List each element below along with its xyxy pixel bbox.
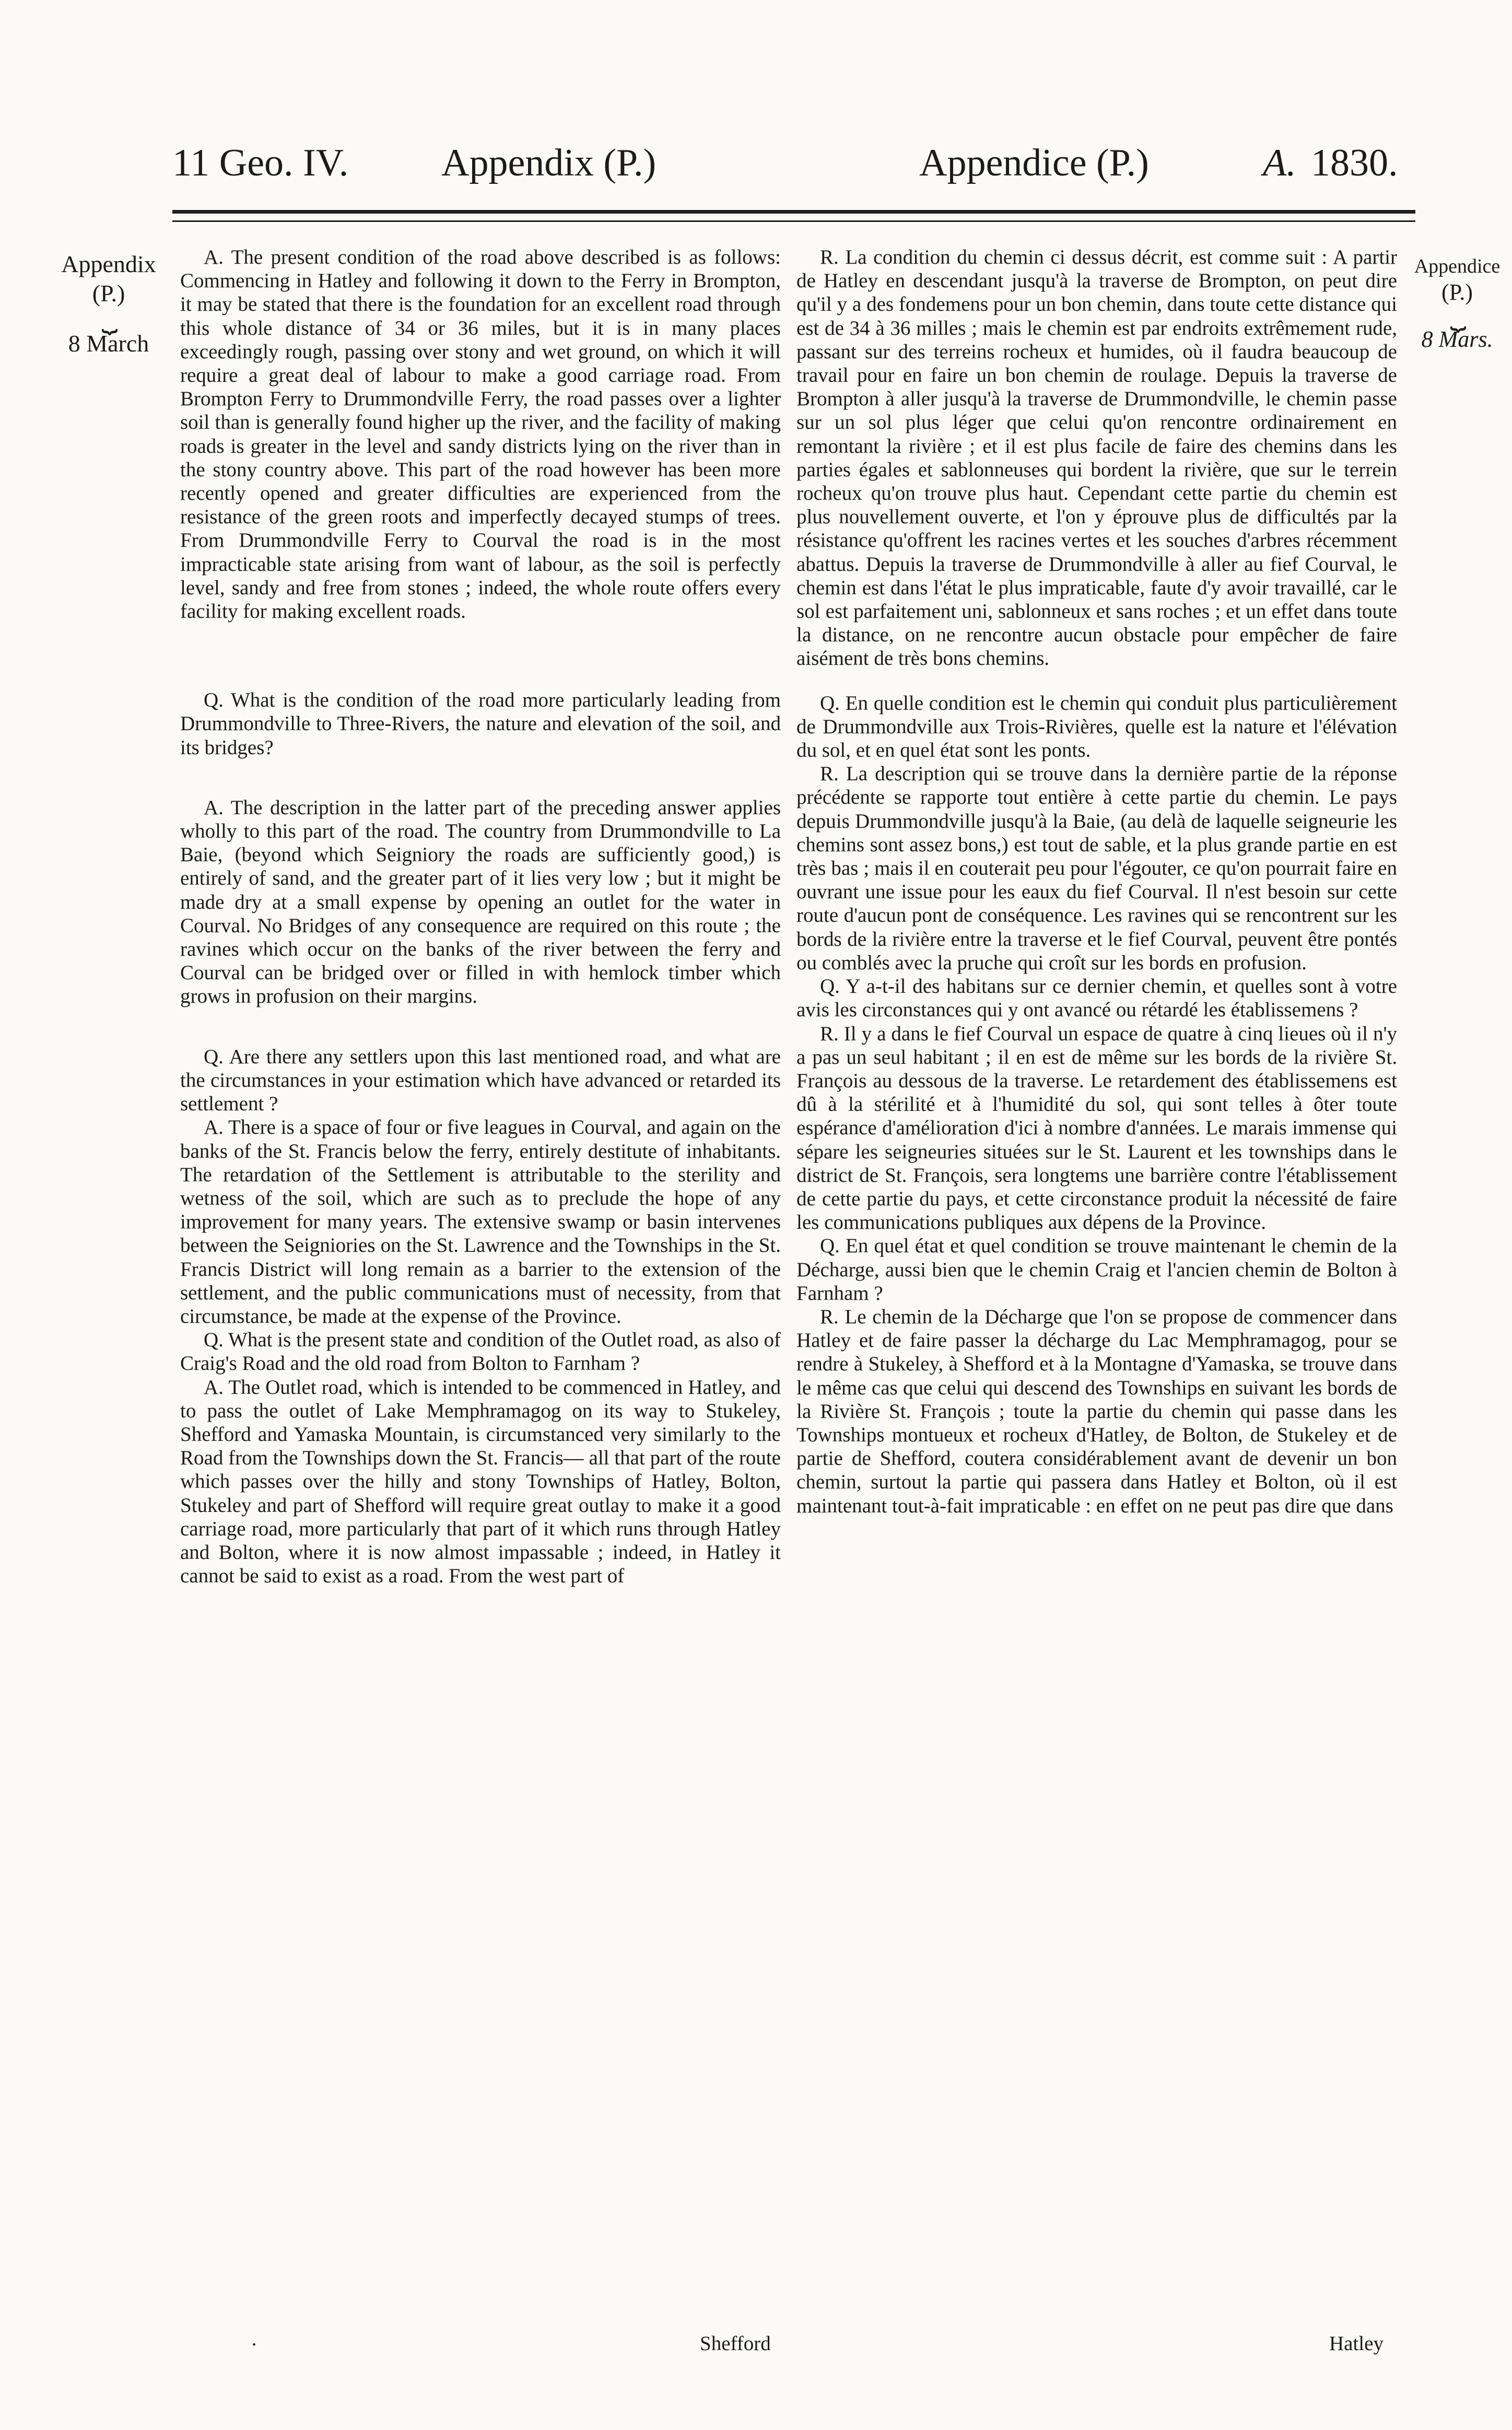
- header-title-fr: Appendice (P.): [919, 142, 1149, 184]
- margin-label: Appendix: [61, 251, 156, 277]
- paragraph-en-4: Q. Are there any settlers upon this last mentioned road, and what are the circumstances in your estimation which have advanced or retarded its settlement ?: [180, 1045, 781, 1116]
- margin-sub: (P.): [92, 280, 125, 307]
- header-reign: 11 Geo. IV.: [172, 142, 349, 184]
- margin-date: 8 Mars.: [1421, 326, 1493, 352]
- french-column: [796, 245, 1397, 1518]
- margin-sub: (P.): [1441, 279, 1473, 305]
- page-header: [0, 0, 1512, 219]
- english-column: [180, 245, 781, 1588]
- margin-note-left: [46, 250, 171, 358]
- paragraph-en-3: A. The description in the latter part of the preceding answer applies wholly to this part of the road. The country from Drummondville to La Baie, (beyond which Seigniory the roads are sufficiently good,) is entirely of sand, and the greater part of it lies very low ; but it might be made dry at a small expense by opening an outlet for the water in Courval. No Bridges of any consequence are required on this route ; the ravines which occur on the banks of the river between the ferry and Courval can be bridged over or filled in with hemlock timber which grows in profusion on their margins.: [180, 796, 781, 1008]
- paragraph-en-2: Q. What is the condition of the road more particularly leading from Drummondville to Three-Rivers, the nature and elevation of the soil, and its bridges?: [180, 689, 781, 759]
- paragraph-fr-6: Q. En quel état et quel condition se trouve maintenant le chemin de la Décharge, aussi bien que le chemin Craig et l'ancien chemin de Bolton à Farnham ?: [796, 1235, 1397, 1305]
- header-rule-thick: [172, 210, 1415, 214]
- catchword-fr: Hatley: [1329, 2332, 1384, 2355]
- paragraph-fr-4: Q. Y a-t-il des habitans sur ce dernier chemin, et quelles sont à votre avis les circonstances qui y ont avancé ou rétardé les établissemens ?: [796, 975, 1397, 1022]
- header-year: 1830.: [1311, 142, 1398, 184]
- margin-date: 8 March: [68, 330, 149, 357]
- paragraph-fr-1: R. La condition du chemin ci dessus décrit, est comme suit : A partir de Hatley en descendant jusqu'à la traverse de Brompton, on peut dire qu'il y a des fondemens pour un bon chemin, dans toute cette distance qui est de 34 à 36 milles ; mais le chemin est par endroits extrêmement rude, passant sur des terreins rocheux et humides, où il faudra beaucoup de travail pour en faire un bon chemin de roulage. Depuis la traverse de Brompton à aller jusqu'à la traverse de Drummondville, le chemin passe sur un sol plus léger que celui qu'on rencontre ordinairement en remontant la rivière ; et il est plus facile de faire des chemins dans les parties égales et sablonneuses qui bordent la rivière, que sur le terrein rocheux qu'on trouve plus haut. Cependant cette partie du chemin est plus nouvellement ouverte, et l'on y éprouve plus de difficultés par la résistance qu'offrent les racines vertes et les souches d'arbres récemment abattus. Depuis la traverse de Drummondville à aller au fief Courval, le chemin est dans l'état le plus impraticable, faute d'y avoir travaillé, car le sol est parfaitement uni, sablonneux et sans roches ; et un effet dans toute la distance, on ne rencontre aucun obstacle pour empêcher de faire aisément de très bons chemins.: [796, 246, 1397, 670]
- header-rule-thin: [172, 220, 1415, 222]
- header-title-en: Appendix (P.): [441, 142, 657, 184]
- margin-label: Appendice: [1414, 255, 1501, 277]
- paragraph-fr-5: R. Il y a dans le fief Courval un espace de quatre à cinq lieues où il n'y a pas un seul habitant ; il en est de même sur les bords de la rivière St. François au dessous de la traverse. Le retardement des établissemens est dû à la stérilité et à l'humidité du sol, qui sont telles à ôter toute espérance d'amélioration d'ici à nombre d'années. Le marais immense qui sépare les seigneuries situées sur le St. Laurent et les townships dans le district de St. François, sera longtems une barrière contre l'établissement de cette partie du pays, et cette circonstance produit la nécessité de faire les communications publiques aux dépens de la Province.: [796, 1022, 1397, 1234]
- brace-icon: ⏟: [1450, 301, 1464, 331]
- paragraph-en-5: A. There is a space of four or five leagues in Courval, and again on the banks of the St. Francis below the ferry, entirely destitute of inhabitants. The retardation of the Settlement is attributable to the sterility and wetness of the soil, which are such as to preclude the hope of any improvement for many years. The extensive swamp or basin intervenes between the Seigniories on the St. Lawrence and the Townships in the St. Francis District will long remain as a barrier to the extension of the settlement, and the public communications must of necessity, from that circumstance, be made at the expense of the Province.: [180, 1116, 781, 1328]
- paragraph-fr-3: R. La description qui se trouve dans la dernière partie de la réponse précédente se rapporte tout entière à cette partie du chemin. Le pays depuis Drummondville jusqu'à la Baie, (au delà de laquelle seigneurie les chemins sont assez bons,) est tout de sable, et la plus grande partie en est très bas ; mais il en couterait peu pour l'égouter, ce qu'on pourrait faire en ouvrant une issue pour les eaux du fief Courval. Il n'est besoin sur cette route d'aucun pont de conséquence. Les ravines qui se rencontrent sur les bords de la rivière entre la traverse et le fief Courval, peuvent être pontés ou comblés avec la pruche qui croît sur les bords en profusion.: [796, 762, 1397, 974]
- paragraph-en-1: A. The present condition of the road above described is as follows: Commencing in Hatley and following it down to the Ferry in Brompton, it may be stated that there is the foundation for an excellent road through this whole distance of 34 or 36 miles, but it is in many places exceedingly rough, passing over stony and wet ground, on which it will require a great deal of labour to make a good carriage road. From Brompton Ferry to Drummondville Ferry, the road passes over a lighter soil than is generally found higher up the river, and the facility of making roads is greater in the level and sandy districts lying on the river than in the stony country above. This part of the road however has been more recently opened and greater difficulties are experienced from the resistance of the green roots and imperfectly decayed stumps of trees. From Drummondville Ferry to Courval the road is in the most impracticable state arising from want of labour, as the soil is perfectly level, sandy and free from stones ; indeed, the whole route offers every facility for making excellent roads.: [180, 246, 781, 623]
- margin-note-right: [1405, 253, 1509, 353]
- header-letter: A.: [1263, 142, 1296, 184]
- paragraph-en-6: Q. What is the present state and condition of the Outlet road, as also of Craig's Road and the old road from Bolton to Farnham ?: [180, 1329, 781, 1375]
- paragraph-fr-7: R. Le chemin de la Décharge que l'on se propose de commencer dans Hatley et de faire passer la décharge du Lac Memphramagog, pour se rendre à Stukeley, à Shefford et à la Montagne d'Yamaska, se trouve dans le même cas que celui qui descend des Townships en suivant les bords de la Rivière St. François ; toute la partie du chemin qui passe dans les Townships montueux et rocheux d'Hatley, de Bolton, de Stukeley et de partie de Shefford, coutera considérablement avant de devenir un bon chemin, surtout la partie qui passera dans Hatley et Bolton, où il est maintenant tout-à-fait impraticable : en effet on ne peut pas dire que dans: [796, 1305, 1397, 1517]
- stray-dot: ·: [251, 2333, 257, 2356]
- paragraph-en-7: A. The Outlet road, which is intended to be commenced in Hatley, and to pass the outlet of Lake Memphramagog on its way to Stukeley, Shefford and Yamaska Mountain, is circumstanced very similarly to the Road from the Townships down the St. Francis— all that part of the route which passes over the hilly and stony Townships of Hatley, Bolton, Stukeley and part of Shefford will require great outlay to make it a good carriage road, more particularly that part of it which runs through Hatley and Bolton, where it is now almost impassable ; indeed, in Hatley it cannot be said to exist as a road. From the west part of: [180, 1376, 781, 1588]
- paragraph-fr-2: Q. En quelle condition est le chemin qui conduit plus particulièrement de Drummondville aux Trois-Rivières, quelle est la nature et l'élévation du sol, et en quel état sont les ponts.: [796, 691, 1397, 762]
- catchword-en: Shefford: [700, 2332, 771, 2355]
- brace-icon: ⏟: [101, 303, 116, 333]
